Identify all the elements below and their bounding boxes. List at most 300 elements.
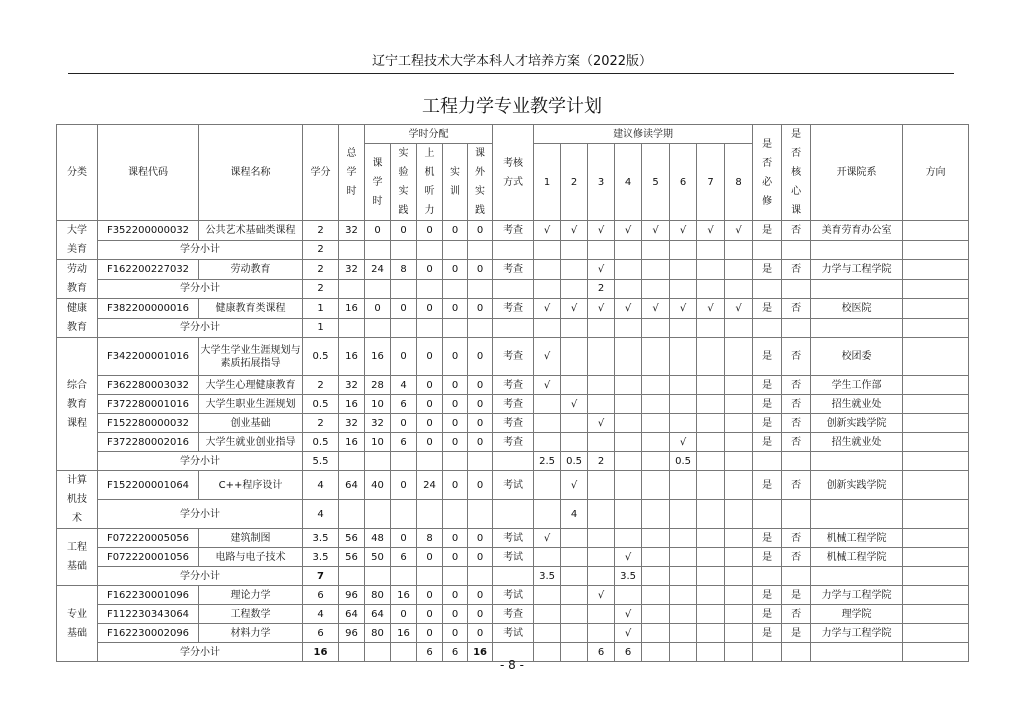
course-semester-mark bbox=[642, 395, 670, 414]
course-total-hours: 16 bbox=[339, 299, 365, 319]
course-name: 健康教育类课程 bbox=[199, 299, 303, 319]
course-hours-extra: 0 bbox=[468, 586, 493, 605]
subtotal-semester bbox=[725, 279, 753, 299]
header-semester: 7 bbox=[697, 144, 725, 221]
header-extra-text: 课外实践 bbox=[475, 148, 486, 216]
subtotal-hours bbox=[468, 500, 493, 529]
course-semester-mark bbox=[561, 624, 588, 643]
course-hours-computer: 0 bbox=[417, 299, 443, 319]
course-credit: 3.5 bbox=[303, 529, 339, 548]
course-code: F382200000016 bbox=[98, 299, 199, 319]
subtotal-label: 学分小计 bbox=[98, 500, 303, 529]
header-core-text: 是否核心课 bbox=[791, 129, 802, 216]
subtotal-assessment bbox=[493, 452, 534, 471]
header-required bbox=[753, 125, 782, 221]
subtotal-hours bbox=[443, 567, 468, 586]
subtotal-credit: 2 bbox=[303, 279, 339, 299]
subtotal-hours bbox=[417, 452, 443, 471]
subtotal-core bbox=[782, 452, 811, 471]
course-hours-experiment: 0 bbox=[391, 471, 417, 500]
course-code: F072220005056 bbox=[98, 529, 199, 548]
category-cell bbox=[57, 471, 98, 529]
course-hours-experiment: 4 bbox=[391, 376, 417, 395]
course-semester-mark: √ bbox=[615, 548, 642, 567]
course-assessment: 考试 bbox=[493, 586, 534, 605]
course-total-hours: 32 bbox=[339, 376, 365, 395]
course-semester-mark: √ bbox=[670, 221, 697, 241]
course-total-hours: 64 bbox=[339, 605, 365, 624]
course-core: 否 bbox=[782, 433, 811, 452]
course-semester-mark bbox=[642, 433, 670, 452]
course-direction bbox=[903, 260, 969, 280]
course-hours-extra: 0 bbox=[468, 433, 493, 452]
course-hours-experiment: 0 bbox=[391, 529, 417, 548]
course-core: 否 bbox=[782, 471, 811, 500]
header-computer-text: 上机听力 bbox=[424, 148, 435, 216]
course-hours-experiment: 0 bbox=[391, 605, 417, 624]
subtotal-core bbox=[782, 567, 811, 586]
course-semester-mark bbox=[588, 548, 615, 567]
course-semester-mark bbox=[561, 376, 588, 395]
course-credit: 0.5 bbox=[303, 395, 339, 414]
header-required-text: 是否必修 bbox=[762, 138, 773, 207]
header-total-hours-text: 总学时 bbox=[346, 148, 357, 197]
course-college: 校医院 bbox=[811, 299, 903, 319]
course-semester-mark bbox=[615, 395, 642, 414]
course-semester-mark bbox=[615, 529, 642, 548]
subtotal-semester: 3.5 bbox=[534, 567, 561, 586]
course-semester-mark bbox=[670, 548, 697, 567]
subtotal-hours: 6 bbox=[417, 643, 443, 662]
course-hours-lecture: 16 bbox=[365, 338, 391, 376]
course-semester-mark: √ bbox=[588, 260, 615, 280]
course-hours-extra: 0 bbox=[468, 548, 493, 567]
subtotal-semester bbox=[725, 452, 753, 471]
course-total-hours: 16 bbox=[339, 338, 365, 376]
course-core: 否 bbox=[782, 414, 811, 433]
course-semester-mark bbox=[725, 471, 753, 500]
course-semester-mark bbox=[615, 586, 642, 605]
subtotal-semester bbox=[588, 318, 615, 338]
course-total-hours: 16 bbox=[339, 433, 365, 452]
course-direction bbox=[903, 548, 969, 567]
course-assessment: 考查 bbox=[493, 221, 534, 241]
course-semester-mark bbox=[561, 260, 588, 280]
course-core: 否 bbox=[782, 376, 811, 395]
subtotal-total-hours bbox=[339, 279, 365, 299]
course-semester-mark bbox=[670, 471, 697, 500]
course-direction bbox=[903, 471, 969, 500]
subtotal-semester: 2.5 bbox=[534, 452, 561, 471]
category-label: 劳动教育 bbox=[67, 264, 87, 294]
category-cell bbox=[57, 299, 98, 338]
table-row bbox=[57, 338, 969, 376]
course-direction bbox=[903, 414, 969, 433]
header-semester: 3 bbox=[588, 144, 615, 221]
course-total-hours: 32 bbox=[339, 221, 365, 241]
course-assessment: 考查 bbox=[493, 299, 534, 319]
subtotal-semester: 6 bbox=[588, 643, 615, 662]
course-required: 是 bbox=[753, 414, 782, 433]
subtotal-semester: 2 bbox=[588, 452, 615, 471]
subtotal-semester bbox=[534, 318, 561, 338]
course-semester-mark: √ bbox=[588, 299, 615, 319]
course-semester-mark bbox=[534, 624, 561, 643]
header-lecture bbox=[365, 144, 391, 221]
course-semester-mark: √ bbox=[670, 433, 697, 452]
table-row bbox=[57, 414, 969, 433]
subtotal-semester bbox=[615, 279, 642, 299]
course-semester-mark: √ bbox=[642, 221, 670, 241]
course-assessment: 考试 bbox=[493, 471, 534, 500]
course-semester-mark bbox=[588, 605, 615, 624]
course-assessment: 考查 bbox=[493, 376, 534, 395]
subtotal-direction bbox=[903, 318, 969, 338]
course-semester-mark bbox=[642, 624, 670, 643]
course-semester-mark bbox=[534, 605, 561, 624]
course-semester-mark bbox=[642, 260, 670, 280]
course-semester-mark bbox=[642, 471, 670, 500]
subtotal-direction bbox=[903, 452, 969, 471]
course-semester-mark bbox=[670, 586, 697, 605]
subtotal-credit: 2 bbox=[303, 240, 339, 260]
subtotal-semester bbox=[642, 318, 670, 338]
header-extra bbox=[468, 144, 493, 221]
course-total-hours: 32 bbox=[339, 414, 365, 433]
subtotal-hours bbox=[391, 318, 417, 338]
course-required: 是 bbox=[753, 376, 782, 395]
course-semester-mark bbox=[534, 260, 561, 280]
course-semester-mark bbox=[670, 414, 697, 433]
course-college: 力学与工程学院 bbox=[811, 260, 903, 280]
subtotal-credit: 7 bbox=[303, 567, 339, 586]
subtotal-hours bbox=[417, 279, 443, 299]
category-label: 大学美育 bbox=[67, 225, 87, 255]
course-total-hours: 56 bbox=[339, 548, 365, 567]
subtotal-required bbox=[753, 452, 782, 471]
subtotal-semester bbox=[615, 240, 642, 260]
header-rule bbox=[68, 73, 954, 74]
subtotal-direction bbox=[903, 240, 969, 260]
table-row bbox=[57, 299, 969, 319]
course-hours-experiment: 6 bbox=[391, 395, 417, 414]
subtotal-hours bbox=[365, 240, 391, 260]
course-code: F162230002096 bbox=[98, 624, 199, 643]
category-cell bbox=[57, 338, 98, 471]
table-row bbox=[57, 433, 969, 452]
course-semester-mark bbox=[725, 529, 753, 548]
course-semester-mark bbox=[725, 338, 753, 376]
subtotal-label: 学分小计 bbox=[98, 318, 303, 338]
course-semester-mark: √ bbox=[642, 299, 670, 319]
subtotal-semester bbox=[725, 500, 753, 529]
course-semester-mark bbox=[642, 548, 670, 567]
course-semester-mark bbox=[697, 471, 725, 500]
subtotal-semester bbox=[561, 279, 588, 299]
table-row bbox=[57, 605, 969, 624]
course-semester-mark bbox=[642, 586, 670, 605]
subtotal-hours: 6 bbox=[443, 643, 468, 662]
subtotal-core bbox=[782, 240, 811, 260]
subtotal-assessment bbox=[493, 279, 534, 299]
course-semester-mark bbox=[670, 624, 697, 643]
subtotal-hours bbox=[365, 567, 391, 586]
course-credit: 4 bbox=[303, 471, 339, 500]
course-code: F152280000032 bbox=[98, 414, 199, 433]
category-label: 计算机技术 bbox=[67, 475, 87, 524]
subtotal-semester bbox=[697, 452, 725, 471]
course-hours-computer: 24 bbox=[417, 471, 443, 500]
course-code: F162230001096 bbox=[98, 586, 199, 605]
course-college: 学生工作部 bbox=[811, 376, 903, 395]
course-hours-computer: 0 bbox=[417, 433, 443, 452]
course-direction bbox=[903, 395, 969, 414]
subtotal-hours bbox=[417, 318, 443, 338]
header-training bbox=[443, 144, 468, 221]
course-code: F372280001016 bbox=[98, 395, 199, 414]
subtotal-semester bbox=[697, 279, 725, 299]
course-hours-computer: 8 bbox=[417, 529, 443, 548]
subtotal-required bbox=[753, 240, 782, 260]
subtotal-semester bbox=[534, 500, 561, 529]
course-core: 否 bbox=[782, 395, 811, 414]
category-label: 专业基础 bbox=[67, 608, 87, 639]
subtotal-core bbox=[782, 318, 811, 338]
subtotal-label: 学分小计 bbox=[98, 279, 303, 299]
course-semester-mark: √ bbox=[534, 299, 561, 319]
course-college: 招生就业处 bbox=[811, 395, 903, 414]
category-label: 工程基础 bbox=[67, 542, 87, 572]
course-credit: 2 bbox=[303, 414, 339, 433]
header-assessment-text: 考核方式 bbox=[503, 157, 524, 188]
course-semester-mark bbox=[615, 414, 642, 433]
course-hours-lecture: 80 bbox=[365, 624, 391, 643]
course-code: F362280003032 bbox=[98, 376, 199, 395]
course-assessment: 考查 bbox=[493, 260, 534, 280]
course-semester-mark bbox=[534, 471, 561, 500]
course-semester-mark bbox=[697, 529, 725, 548]
header-core bbox=[782, 125, 811, 221]
course-semester-mark bbox=[697, 548, 725, 567]
header-computer bbox=[417, 144, 443, 221]
subtotal-semester bbox=[642, 500, 670, 529]
course-semester-mark bbox=[561, 414, 588, 433]
subtotal-hours bbox=[365, 318, 391, 338]
subtotal-semester bbox=[670, 318, 697, 338]
course-college: 机械工程学院 bbox=[811, 529, 903, 548]
course-semester-mark bbox=[534, 586, 561, 605]
course-semester-mark bbox=[534, 414, 561, 433]
subtotal-semester: 0.5 bbox=[670, 452, 697, 471]
course-semester-mark bbox=[642, 376, 670, 395]
subtotal-label: 学分小计 bbox=[98, 567, 303, 586]
course-hours-computer: 0 bbox=[417, 414, 443, 433]
course-hours-training: 0 bbox=[443, 433, 468, 452]
course-hours-extra: 0 bbox=[468, 529, 493, 548]
subtotal-college bbox=[811, 567, 903, 586]
course-required: 是 bbox=[753, 338, 782, 376]
header-total-hours bbox=[339, 125, 365, 221]
course-college: 机械工程学院 bbox=[811, 548, 903, 567]
course-college: 力学与工程学院 bbox=[811, 624, 903, 643]
course-hours-lecture: 64 bbox=[365, 605, 391, 624]
subtotal-semester bbox=[534, 240, 561, 260]
course-code: F112230343064 bbox=[98, 605, 199, 624]
course-semester-mark bbox=[615, 260, 642, 280]
header-semester: 8 bbox=[725, 144, 753, 221]
course-direction bbox=[903, 586, 969, 605]
course-hours-experiment: 6 bbox=[391, 433, 417, 452]
subtotal-core bbox=[782, 500, 811, 529]
table-row bbox=[57, 395, 969, 414]
course-credit: 6 bbox=[303, 624, 339, 643]
subtotal-hours bbox=[468, 318, 493, 338]
table-body bbox=[57, 221, 969, 662]
subtotal-total-hours bbox=[339, 567, 365, 586]
course-college: 创新实践学院 bbox=[811, 414, 903, 433]
header-semester: 5 bbox=[642, 144, 670, 221]
subtotal-credit: 5.5 bbox=[303, 452, 339, 471]
course-semester-mark: √ bbox=[561, 221, 588, 241]
course-total-hours: 64 bbox=[339, 471, 365, 500]
course-assessment: 考试 bbox=[493, 529, 534, 548]
subtotal-total-hours bbox=[339, 500, 365, 529]
course-credit: 2 bbox=[303, 376, 339, 395]
course-code: F162200227032 bbox=[98, 260, 199, 280]
table-row bbox=[57, 260, 969, 280]
course-hours-experiment: 0 bbox=[391, 299, 417, 319]
subtotal-semester bbox=[588, 567, 615, 586]
course-hours-training: 0 bbox=[443, 529, 468, 548]
course-name: 材料力学 bbox=[199, 624, 303, 643]
course-semester-mark bbox=[670, 338, 697, 376]
course-total-hours: 32 bbox=[339, 260, 365, 280]
course-semester-mark bbox=[642, 338, 670, 376]
course-hours-lecture: 10 bbox=[365, 433, 391, 452]
header-experiment-text: 实验实践 bbox=[398, 148, 409, 216]
course-credit: 0.5 bbox=[303, 433, 339, 452]
course-hours-computer: 0 bbox=[417, 586, 443, 605]
course-hours-extra: 0 bbox=[468, 260, 493, 280]
course-semester-mark: √ bbox=[697, 299, 725, 319]
page-title: 工程力学专业教学计划 bbox=[422, 96, 602, 117]
course-semester-mark bbox=[725, 260, 753, 280]
subtotal-college bbox=[811, 279, 903, 299]
course-total-hours: 96 bbox=[339, 586, 365, 605]
course-hours-training: 0 bbox=[443, 376, 468, 395]
course-semester-mark bbox=[534, 548, 561, 567]
course-hours-computer: 0 bbox=[417, 260, 443, 280]
course-semester-mark bbox=[534, 433, 561, 452]
course-credit: 0.5 bbox=[303, 338, 339, 376]
course-semester-mark bbox=[615, 376, 642, 395]
subtotal-hours bbox=[365, 279, 391, 299]
course-hours-training: 0 bbox=[443, 624, 468, 643]
course-name: 电路与电子技术 bbox=[199, 548, 303, 567]
course-hours-extra: 0 bbox=[468, 624, 493, 643]
course-semester-mark bbox=[725, 605, 753, 624]
subtotal-direction bbox=[903, 279, 969, 299]
subtotal-required bbox=[753, 279, 782, 299]
course-hours-training: 0 bbox=[443, 260, 468, 280]
subtotal-hours bbox=[468, 240, 493, 260]
subtotal-semester bbox=[588, 500, 615, 529]
course-semester-mark bbox=[725, 414, 753, 433]
course-college: 美育劳育办公室 bbox=[811, 221, 903, 241]
table-row bbox=[57, 529, 969, 548]
subtotal-credit: 16 bbox=[303, 643, 339, 662]
course-name: 建筑制图 bbox=[199, 529, 303, 548]
course-semester-mark: √ bbox=[697, 221, 725, 241]
course-direction bbox=[903, 433, 969, 452]
course-semester-mark: √ bbox=[588, 414, 615, 433]
subtotal-semester bbox=[642, 279, 670, 299]
subtotal-hours bbox=[365, 452, 391, 471]
subtotal-core bbox=[782, 279, 811, 299]
subtotal-semester bbox=[725, 567, 753, 586]
course-college: 力学与工程学院 bbox=[811, 586, 903, 605]
course-hours-experiment: 0 bbox=[391, 338, 417, 376]
subtotal-hours bbox=[443, 240, 468, 260]
course-required: 是 bbox=[753, 471, 782, 500]
course-name: 大学生学业生涯规划与素质拓展指导 bbox=[199, 338, 303, 376]
subtotal-hours bbox=[468, 279, 493, 299]
course-assessment: 考查 bbox=[493, 433, 534, 452]
subtotal-semester bbox=[642, 240, 670, 260]
category-cell bbox=[57, 586, 98, 662]
course-semester-mark: √ bbox=[561, 395, 588, 414]
page-header: 辽宁工程技术大学本科人才培养方案（2022版） bbox=[371, 54, 653, 69]
course-direction bbox=[903, 529, 969, 548]
course-direction bbox=[903, 299, 969, 319]
subtotal-label: 学分小计 bbox=[98, 240, 303, 260]
header-semester: 1 bbox=[534, 144, 561, 221]
course-hours-computer: 0 bbox=[417, 624, 443, 643]
category-cell bbox=[57, 260, 98, 299]
course-semester-mark bbox=[561, 433, 588, 452]
course-hours-training: 0 bbox=[443, 586, 468, 605]
course-semester-mark bbox=[697, 338, 725, 376]
course-semester-mark: √ bbox=[534, 221, 561, 241]
course-code: F152200001064 bbox=[98, 471, 199, 500]
table-row bbox=[57, 624, 969, 643]
course-hours-computer: 0 bbox=[417, 395, 443, 414]
subtotal-credit: 4 bbox=[303, 500, 339, 529]
course-semester-mark bbox=[697, 260, 725, 280]
course-semester-mark bbox=[670, 529, 697, 548]
subtotal-hours bbox=[468, 452, 493, 471]
subtotal-semester bbox=[697, 567, 725, 586]
course-name: 理论力学 bbox=[199, 586, 303, 605]
course-semester-mark bbox=[670, 605, 697, 624]
subtotal-hours bbox=[468, 567, 493, 586]
subtotal-semester: 0.5 bbox=[561, 452, 588, 471]
course-name: 大学生职业生涯规划 bbox=[199, 395, 303, 414]
course-semester-mark: √ bbox=[615, 221, 642, 241]
course-code: F352200000032 bbox=[98, 221, 199, 241]
header-direction: 方向 bbox=[903, 125, 969, 221]
course-name: 劳动教育 bbox=[199, 260, 303, 280]
course-semester-mark bbox=[725, 586, 753, 605]
subtotal-semester bbox=[725, 318, 753, 338]
course-direction bbox=[903, 624, 969, 643]
subtotal-college bbox=[811, 240, 903, 260]
course-college: 创新实践学院 bbox=[811, 471, 903, 500]
course-hours-extra: 0 bbox=[468, 471, 493, 500]
course-credit: 3.5 bbox=[303, 548, 339, 567]
course-hours-training: 0 bbox=[443, 471, 468, 500]
course-credit: 2 bbox=[303, 260, 339, 280]
